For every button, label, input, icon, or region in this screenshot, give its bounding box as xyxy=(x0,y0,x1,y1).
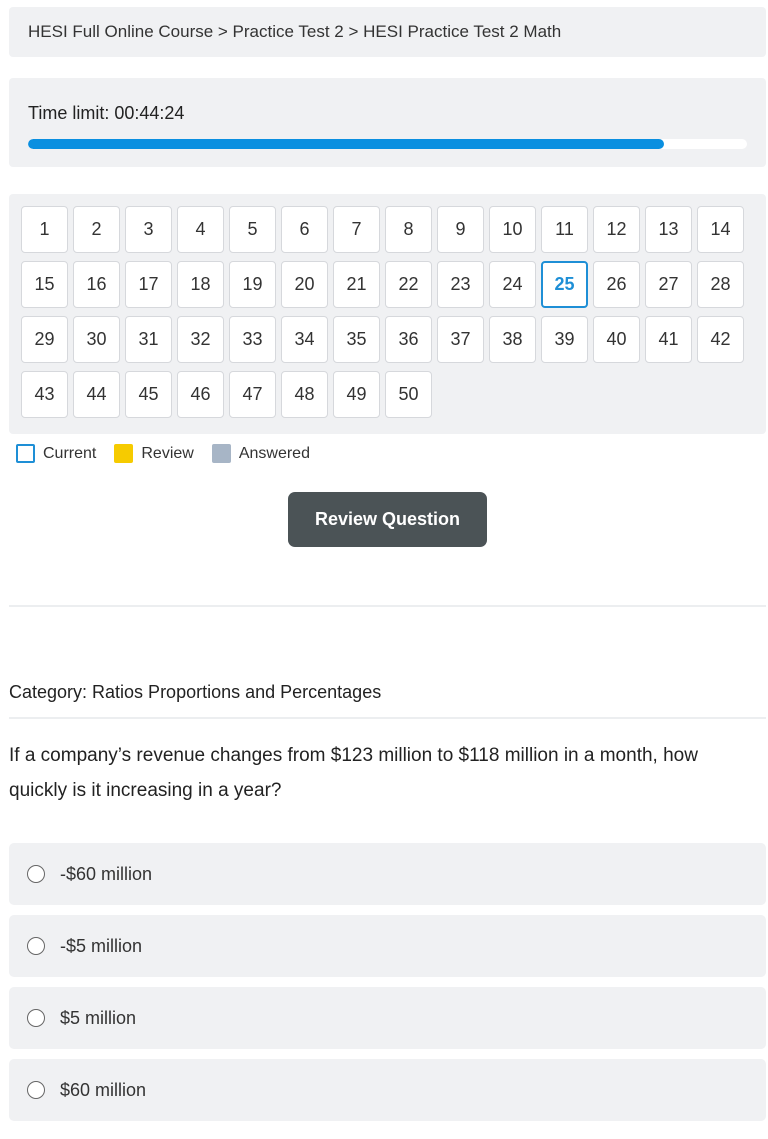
question-number-button[interactable]: 38 xyxy=(489,316,536,363)
question-navigator xyxy=(9,194,766,434)
question-number-button[interactable]: 14 xyxy=(697,206,744,253)
time-progress-bar xyxy=(28,139,747,149)
question-number-button[interactable]: 7 xyxy=(333,206,380,253)
question-number-button[interactable]: 23 xyxy=(437,261,484,308)
question-number-button[interactable]: 21 xyxy=(333,261,380,308)
answer-option[interactable] xyxy=(9,843,766,905)
question-number-button[interactable]: 49 xyxy=(333,371,380,418)
answer-option[interactable] xyxy=(9,1059,766,1121)
question-number-button[interactable]: 6 xyxy=(281,206,328,253)
question-number-button[interactable]: 3 xyxy=(125,206,172,253)
legend-answered xyxy=(212,444,310,463)
answer-option[interactable] xyxy=(9,987,766,1049)
question-number-button[interactable]: 44 xyxy=(73,371,120,418)
question-number-button[interactable]: 28 xyxy=(697,261,744,308)
review-swatch xyxy=(114,444,133,463)
breadcrumb: HESI Full Online Course > Practice Test 2 > HESI Practice Test 2 Math xyxy=(9,7,766,57)
question-number-button[interactable]: 45 xyxy=(125,371,172,418)
question-number-button[interactable]: 26 xyxy=(593,261,640,308)
answered-swatch xyxy=(212,444,231,463)
question-number-button[interactable]: 20 xyxy=(281,261,328,308)
divider xyxy=(9,605,766,607)
question-number-button[interactable]: 12 xyxy=(593,206,640,253)
current-swatch xyxy=(16,444,35,463)
question-number-button[interactable]: 15 xyxy=(21,261,68,308)
question-number-button[interactable]: 16 xyxy=(73,261,120,308)
divider xyxy=(9,717,766,719)
question-grid xyxy=(21,206,744,418)
radio-button[interactable] xyxy=(27,1081,45,1099)
question-number-button[interactable]: 22 xyxy=(385,261,432,308)
question-number-button[interactable]: 36 xyxy=(385,316,432,363)
legend-current xyxy=(16,444,96,463)
question-number-button[interactable]: 32 xyxy=(177,316,224,363)
answer-option-label: -$60 million xyxy=(60,863,153,884)
question-number-button[interactable]: 48 xyxy=(281,371,328,418)
legend-review xyxy=(114,444,193,463)
time-limit-label: Time limit: 00:44:24 xyxy=(28,103,185,123)
question-number-button[interactable]: 35 xyxy=(333,316,380,363)
question-number-button[interactable]: 47 xyxy=(229,371,276,418)
question-number-button[interactable]: 18 xyxy=(177,261,224,308)
question-number-button[interactable]: 19 xyxy=(229,261,276,308)
radio-button[interactable] xyxy=(27,865,45,883)
question-number-button[interactable]: 9 xyxy=(437,206,484,253)
legend-current-label: Current xyxy=(43,444,97,462)
question-number-button[interactable]: 46 xyxy=(177,371,224,418)
question-number-button[interactable]: 43 xyxy=(21,371,68,418)
question-number-button[interactable]: 24 xyxy=(489,261,536,308)
time-progress-fill xyxy=(28,139,664,149)
question-number-button[interactable]: 37 xyxy=(437,316,484,363)
question-number-button[interactable]: 27 xyxy=(645,261,692,308)
radio-button[interactable] xyxy=(27,1009,45,1027)
legend-answered-label: Answered xyxy=(238,444,310,462)
question-category: Category: Ratios Proportions and Percentages xyxy=(9,682,382,702)
question-number-button[interactable]: 25 xyxy=(541,261,588,308)
question-number-button[interactable]: 8 xyxy=(385,206,432,253)
answer-option[interactable] xyxy=(9,915,766,977)
question-number-button[interactable]: 13 xyxy=(645,206,692,253)
question-number-button[interactable]: 31 xyxy=(125,316,172,363)
review-question-button[interactable]: Review Question xyxy=(288,492,487,547)
question-number-button[interactable]: 2 xyxy=(73,206,120,253)
answer-option-label: -$5 million xyxy=(60,935,143,956)
question-number-button[interactable]: 41 xyxy=(645,316,692,363)
question-number-button[interactable]: 30 xyxy=(73,316,120,363)
question-number-button[interactable]: 29 xyxy=(21,316,68,363)
question-number-button[interactable]: 10 xyxy=(489,206,536,253)
question-number-button[interactable]: 39 xyxy=(541,316,588,363)
radio-button[interactable] xyxy=(27,937,45,955)
question-number-button[interactable]: 33 xyxy=(229,316,276,363)
answer-option-label: $5 million xyxy=(60,1007,137,1028)
question-number-button[interactable]: 5 xyxy=(229,206,276,253)
legend xyxy=(16,444,328,463)
question-number-button[interactable]: 40 xyxy=(593,316,640,363)
legend-review-label: Review xyxy=(141,444,194,462)
question-number-button[interactable]: 34 xyxy=(281,316,328,363)
question-number-button[interactable]: 1 xyxy=(21,206,68,253)
question-number-button[interactable]: 50 xyxy=(385,371,432,418)
question-number-button[interactable]: 17 xyxy=(125,261,172,308)
question-number-button[interactable]: 4 xyxy=(177,206,224,253)
question-number-button[interactable]: 11 xyxy=(541,206,588,253)
question-text: If a company’s revenue changes from $123 million to $118 million in a month, how quickly is it increasing in a year? xyxy=(9,745,698,801)
question-number-button[interactable]: 42 xyxy=(697,316,744,363)
timer-panel xyxy=(9,78,766,167)
answer-option-label: $60 million xyxy=(60,1079,147,1100)
